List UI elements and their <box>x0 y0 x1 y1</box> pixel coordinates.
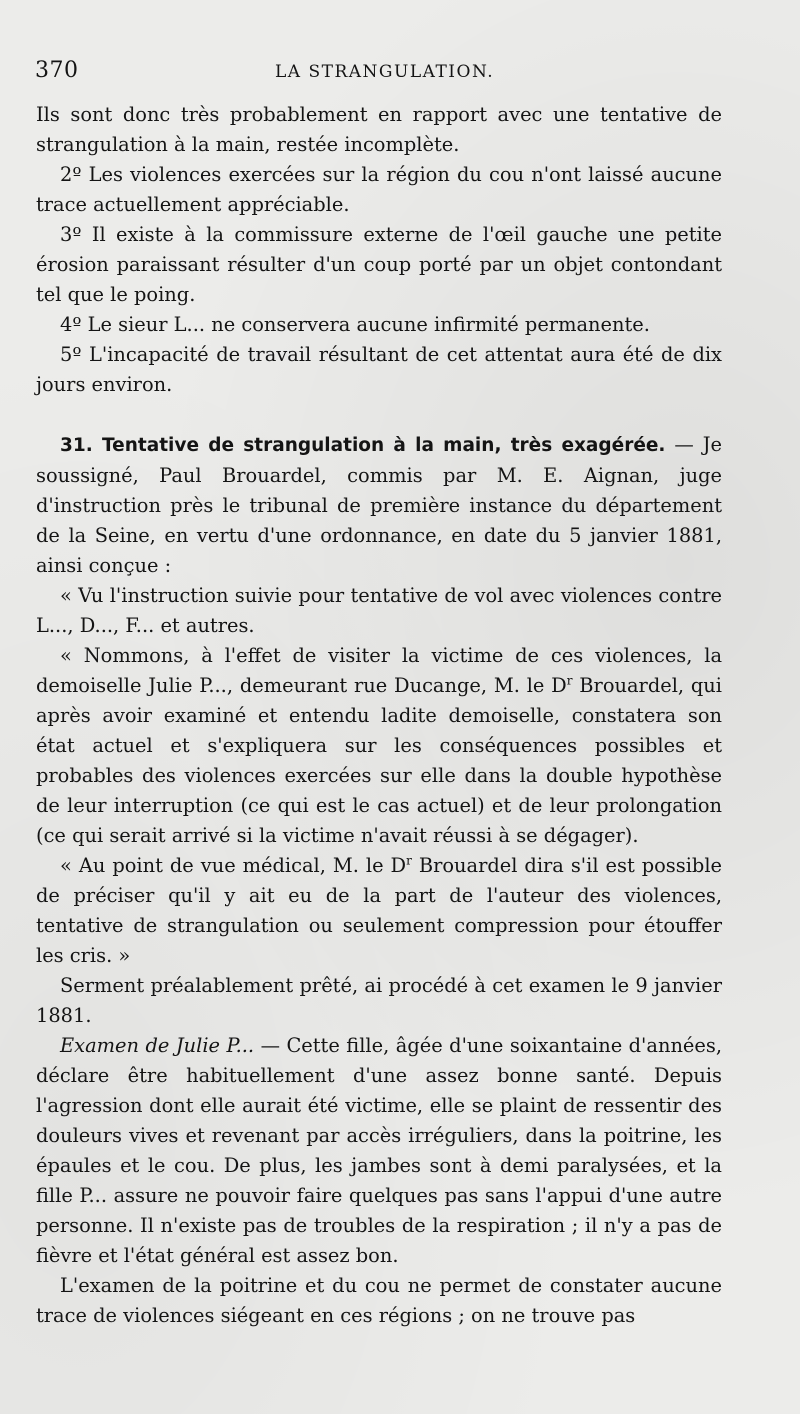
section-intro-text: — Je soussigné, Paul Brouardel, commis par M. E. Aignan, juge d'instruction près le tribunal de première instance du département de la Seine, en vertu d'une ordonnance, en date du 5 janvier 1881, ainsi conçue : <box>36 433 722 577</box>
quote-point-part-a: « Au point de vue médical, M. le D <box>60 854 407 877</box>
quote-vu-instruction: « Vu l'instruction suivie pour tentative de vol avec violences contre L..., D..., F... et autres. <box>36 584 722 637</box>
running-title: LA STRANGULATION. <box>275 62 495 82</box>
conclusion-4: 4º Le sieur L... ne conservera aucune infirmité permanente. <box>60 313 650 336</box>
body-text <box>36 100 722 1331</box>
quote-nommons-part-b: Brouardel, qui après avoir examiné et entendu ladite demoiselle, constatera son état actuel et s'expliquera sur les conséquences possibles et probables des violences exercées sur elle dans la double hypothèse de leur interruption (ce qui est le cas actuel) et de leur prolongation (ce qui serait arrivé si la victime n'avait réussi à se dégager). <box>36 674 722 847</box>
paragraph-continuation: Ils sont donc très probablement en rapport avec une tentative de strangulation à la main, restée incomplète. <box>36 103 722 156</box>
examen-heading: Examen de Julie P... <box>60 1034 255 1057</box>
conclusion-2: 2º Les violences exercées sur la région du cou n'ont laissé aucune trace actuellement appréciable. <box>36 163 722 216</box>
examen-paragraph <box>36 1031 722 1271</box>
section-title: 31. Tentative de strangulation à la main, très exagérée. <box>60 435 666 456</box>
quote-point-part-b: Brouardel dira s'il est possible de préciser qu'il y ait eu de la part de l'auteur des violences, tentative de strangulation ou seulement compression pour étouffer les cris. » <box>36 854 723 967</box>
doctor-superscript: r <box>566 673 573 688</box>
examen-poitrine-paragraph: L'examen de la poitrine et du cou ne permet de constater aucune trace de violences siégeant en ces régions ; on ne trouve pas <box>36 1274 722 1327</box>
serment-paragraph: Serment préalablement prêté, ai procédé à cet examen le 9 janvier 1881. <box>36 974 722 1027</box>
doctor-superscript: r <box>406 853 412 868</box>
page-number: 370 <box>35 58 79 83</box>
section-31-paragraph <box>36 430 722 581</box>
quote-nommons <box>36 641 722 851</box>
quote-point-de-vue <box>36 851 722 971</box>
examen-text: — Cette fille, âgée d'une soixantaine d'années, déclare être habituellement d'une assez bonne santé. Depuis l'agression dont elle aurait été victime, elle se plaint de ressentir des douleurs vives et revenant par accès irréguliers, dans la poitrine, les épaules et le cou. De plus, les jambes sont à demi paralysées, et la fille P... assure ne pouvoir faire quelques pas sans l'appui d'une autre personne. Il n'existe pas de troubles de la respiration ; il n'y a pas de fièvre et l'état général est assez bon. <box>36 1034 722 1267</box>
page-header <box>35 58 735 92</box>
conclusion-5: 5º L'incapacité de travail résultant de cet attentat aura été de dix jours environ. <box>36 343 722 396</box>
conclusion-3: 3º Il existe à la commissure externe de l'œil gauche une petite érosion paraissant résulter d'un coup porté par un objet contondant tel que le poing. <box>36 223 722 306</box>
quote-nommons-part-a: « Nommons, à l'effet de visiter la victime de ces violences, la demoiselle Julie P..., demeurant rue Ducange, M. le D <box>36 644 722 697</box>
